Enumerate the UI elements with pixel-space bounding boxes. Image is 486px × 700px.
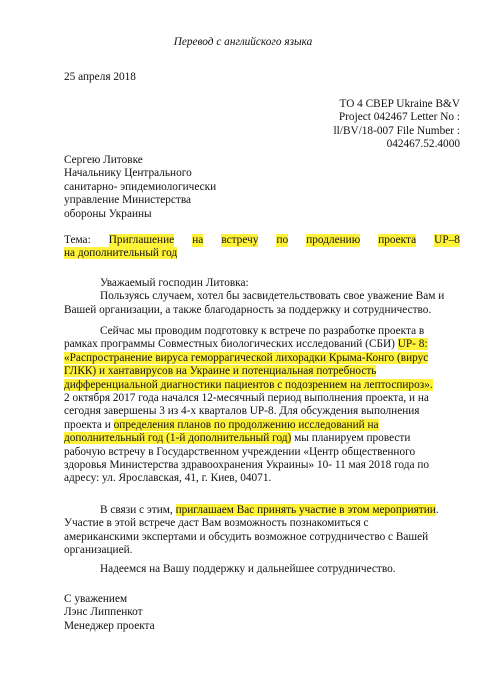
addressee-block bbox=[64, 154, 216, 221]
translation-header: Перевод с английского языка bbox=[173, 36, 313, 48]
paragraph-invitation bbox=[64, 504, 464, 558]
subject-word: Приглашение bbox=[108, 234, 175, 246]
subject-word: встречу bbox=[221, 234, 259, 246]
greeting-line: Пользуясь случаем, хотел бы засвидетельствовать свое уважение Вам и bbox=[100, 290, 445, 303]
paragraph-line bbox=[64, 504, 464, 517]
paragraph-line bbox=[64, 432, 464, 445]
signer-title: Менеджер проекта bbox=[64, 619, 155, 632]
reference-line: Project 042467 Letter No : bbox=[338, 111, 460, 124]
addressee-line: Сергею Литовке bbox=[64, 154, 143, 166]
greeting-line: Вашей организации, а также благодарность за поддержку и сотрудничество. bbox=[64, 303, 432, 316]
greeting-block bbox=[64, 277, 460, 317]
paragraph-line: Участие в этой встрече даст Вам возможность познакомиться с bbox=[64, 517, 369, 530]
salutation: Уважаемый господин Литовка: bbox=[100, 277, 249, 289]
addressee-line: Начальнику Центрального bbox=[64, 167, 192, 180]
paragraph-project bbox=[64, 325, 464, 486]
paragraph-text: рамках программы Совместных биологических исследований (СБИ) bbox=[64, 338, 398, 351]
subject-word: UP–8 bbox=[434, 234, 460, 246]
subject-line bbox=[64, 234, 460, 247]
reference-block bbox=[300, 98, 460, 152]
paragraph-text: мы планируем провести bbox=[291, 432, 411, 445]
paragraph-text: проекта и bbox=[64, 418, 114, 431]
addressee-line: обороны Украины bbox=[64, 207, 152, 220]
signer-name: Лэнс Липпенкот bbox=[64, 606, 143, 619]
highlighted-text: определения планов по продолжению исследований на bbox=[113, 418, 379, 431]
paragraph-line bbox=[64, 338, 464, 351]
reference-line: ll/BV/18-007 File Number : bbox=[333, 124, 460, 137]
subject-word: продлению bbox=[306, 234, 361, 246]
reference-line: 042467.52.4000 bbox=[386, 138, 460, 151]
subject-word: Тема: bbox=[64, 234, 91, 246]
highlighted-text: ГЛКК) и хантавирусов на Украине и потенциальная потребность bbox=[64, 365, 377, 378]
highlighted-text: приглашаем Вас принять участие в этом мероприятии bbox=[175, 504, 436, 516]
subject-word: по bbox=[276, 234, 289, 246]
paragraph-line bbox=[64, 365, 464, 378]
paragraph-line: рабочую встречу в Государственном учреждении «Центр общественного bbox=[64, 445, 416, 458]
paragraph-line: организацией. bbox=[64, 544, 133, 557]
highlighted-text: UP- 8: bbox=[397, 338, 428, 351]
paragraph-line bbox=[64, 419, 464, 432]
highlighted-text: дополнительный год (1-й дополнительный год) bbox=[64, 432, 292, 445]
subject-block bbox=[64, 234, 460, 261]
addressee-line: управление Министерства bbox=[64, 194, 192, 207]
paragraph-line bbox=[64, 379, 464, 392]
paragraph-line: 2 октября 2017 года начался 12-месячный период выполнения проекта, и на bbox=[64, 392, 429, 405]
subject-line-2: на дополнительный год bbox=[64, 247, 178, 260]
addressee-line: санитарно- эпидемиологически bbox=[64, 180, 217, 193]
paragraph-text: . bbox=[435, 504, 439, 516]
paragraph-line: Надеемся на Вашу поддержку и дальнейшее сотрудничество. bbox=[100, 563, 396, 575]
closing-phrase: С уважением bbox=[64, 593, 128, 605]
paragraph-line: адресу: ул. Ярославская, 41, г. Киев, 04071. bbox=[64, 472, 272, 485]
highlighted-text: дифференциальной диагностики пациентов с подозрением на лептоспироз». bbox=[64, 378, 433, 391]
signature-block bbox=[64, 593, 155, 633]
highlighted-text: «Распространение вируса геморрагической лихорадки Крыма-Конго (вирус bbox=[64, 351, 429, 364]
subject-word: проекта bbox=[378, 234, 417, 246]
paragraph-line: американскими экспертами и обсудить возможное сотрудничество с Вашей bbox=[64, 530, 429, 543]
paragraph-line bbox=[64, 352, 464, 365]
subject-word: на bbox=[192, 234, 204, 246]
paragraph-line: Сейчас мы проводим подготовку к встрече по разработке проекта в bbox=[100, 325, 425, 337]
paragraph-text: В связи с этим, bbox=[100, 504, 176, 516]
paragraph-line: сегодня завершены 3 из 4-х кварталов UP-8. Для обсуждения выполнения bbox=[64, 405, 420, 418]
reference-line: TO 4 CBEP Ukraine B&V bbox=[339, 98, 460, 110]
paragraph-closing bbox=[64, 563, 464, 576]
letter-date: 25 апреля 2018 bbox=[64, 71, 136, 83]
paragraph-line: здоровья Министерства здравоохранения Украины» 10- 11 мая 2018 года по bbox=[64, 459, 430, 472]
